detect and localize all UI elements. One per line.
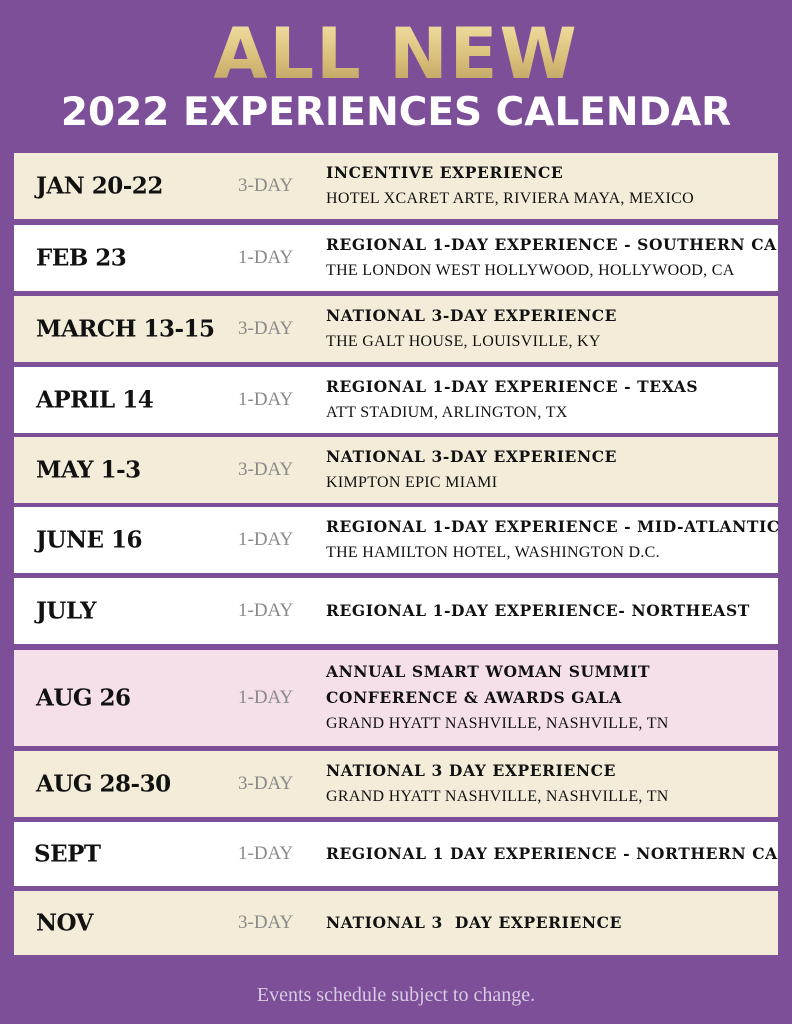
event-duration: 1-DAY xyxy=(238,687,294,708)
event-info xyxy=(326,841,776,867)
event-row xyxy=(14,367,778,433)
event-info xyxy=(326,514,780,566)
page-title: ALL NEW xyxy=(0,14,792,94)
event-date: JUNE 16 xyxy=(36,526,143,554)
event-duration: 1-DAY xyxy=(238,600,294,621)
event-title: NATIONAL 3 DAY EXPERIENCE xyxy=(326,913,623,932)
event-date: JAN 20-22 xyxy=(36,172,163,200)
event-row xyxy=(14,225,778,291)
event-location: THE LONDON WEST HOLLYWOOD, HOLLYWOOD, CA xyxy=(326,262,735,279)
event-title: NATIONAL 3 DAY EXPERIENCE xyxy=(326,761,617,780)
event-date: FEB 23 xyxy=(36,244,127,272)
event-duration: 1-DAY xyxy=(238,247,294,268)
event-date: JULY xyxy=(36,597,97,625)
event-date: MARCH 13-15 xyxy=(36,315,215,343)
event-title: ANNUAL SMART WOMAN SUMMIT xyxy=(326,662,651,681)
event-location: THE GALT HOUSE, LOUISVILLE, KY xyxy=(326,333,601,350)
event-info xyxy=(326,374,776,426)
event-location: ATT STADIUM, ARLINGTON, TX xyxy=(326,404,568,421)
event-info xyxy=(326,232,776,284)
event-info xyxy=(326,758,776,810)
event-title-line2: CONFERENCE & AWARDS GALA xyxy=(326,688,622,707)
event-date: MAY 1-3 xyxy=(36,456,141,484)
event-info xyxy=(326,160,776,212)
event-duration: 3-DAY xyxy=(238,318,294,339)
event-date: SEPT xyxy=(34,840,101,868)
event-info xyxy=(326,910,776,936)
event-date: NOV xyxy=(36,909,93,937)
event-location: GRAND HYATT NASHVILLE, NASHVILLE, TN xyxy=(326,788,669,805)
event-row xyxy=(14,507,778,573)
event-title: NATIONAL 3-DAY EXPERIENCE xyxy=(326,306,618,325)
event-row xyxy=(14,650,778,746)
event-location: GRAND HYATT NASHVILLE, NASHVILLE, TN xyxy=(326,715,669,732)
event-date: AUG 26 xyxy=(36,684,131,712)
event-duration: 1-DAY xyxy=(238,389,294,410)
event-row xyxy=(14,153,778,219)
event-duration: 1-DAY xyxy=(238,529,294,550)
event-title: REGIONAL 1 DAY EXPERIENCE - NORTHERN CA xyxy=(326,844,778,863)
event-row xyxy=(14,296,778,362)
page-subtitle: 2022 EXPERIENCES CALENDAR xyxy=(60,90,732,135)
event-row xyxy=(14,437,778,503)
event-title: REGIONAL 1-DAY EXPERIENCE - SOUTHERN CA xyxy=(326,235,777,254)
event-date: AUG 28-30 xyxy=(36,770,171,798)
event-location: HOTEL XCARET ARTE, RIVIERA MAYA, MEXICO xyxy=(326,190,694,207)
event-duration: 3-DAY xyxy=(238,175,294,196)
event-title: REGIONAL 1-DAY EXPERIENCE - MID-ATLANTIC xyxy=(326,517,780,536)
event-duration: 3-DAY xyxy=(238,459,294,480)
event-row xyxy=(14,891,778,955)
event-duration: 3-DAY xyxy=(238,912,294,933)
event-info xyxy=(326,303,776,355)
event-row xyxy=(14,578,778,644)
event-row xyxy=(14,751,778,817)
event-title: REGIONAL 1-DAY EXPERIENCE- NORTHEAST xyxy=(326,601,750,620)
event-title: INCENTIVE EXPERIENCE xyxy=(326,163,564,182)
event-date: APRIL 14 xyxy=(36,386,154,414)
footer-note: Events schedule subject to change. xyxy=(256,984,536,1006)
event-duration: 3-DAY xyxy=(238,773,294,794)
event-location: KIMPTON EPIC MIAMI xyxy=(326,474,498,491)
event-title: NATIONAL 3-DAY EXPERIENCE xyxy=(326,447,618,466)
event-info xyxy=(326,598,776,624)
event-row xyxy=(14,822,778,886)
event-title: REGIONAL 1-DAY EXPERIENCE - TEXAS xyxy=(326,377,699,396)
event-duration: 1-DAY xyxy=(238,843,294,864)
event-info xyxy=(326,444,776,496)
event-info xyxy=(326,659,776,737)
event-location: THE HAMILTON HOTEL, WASHINGTON D.C. xyxy=(326,544,660,561)
